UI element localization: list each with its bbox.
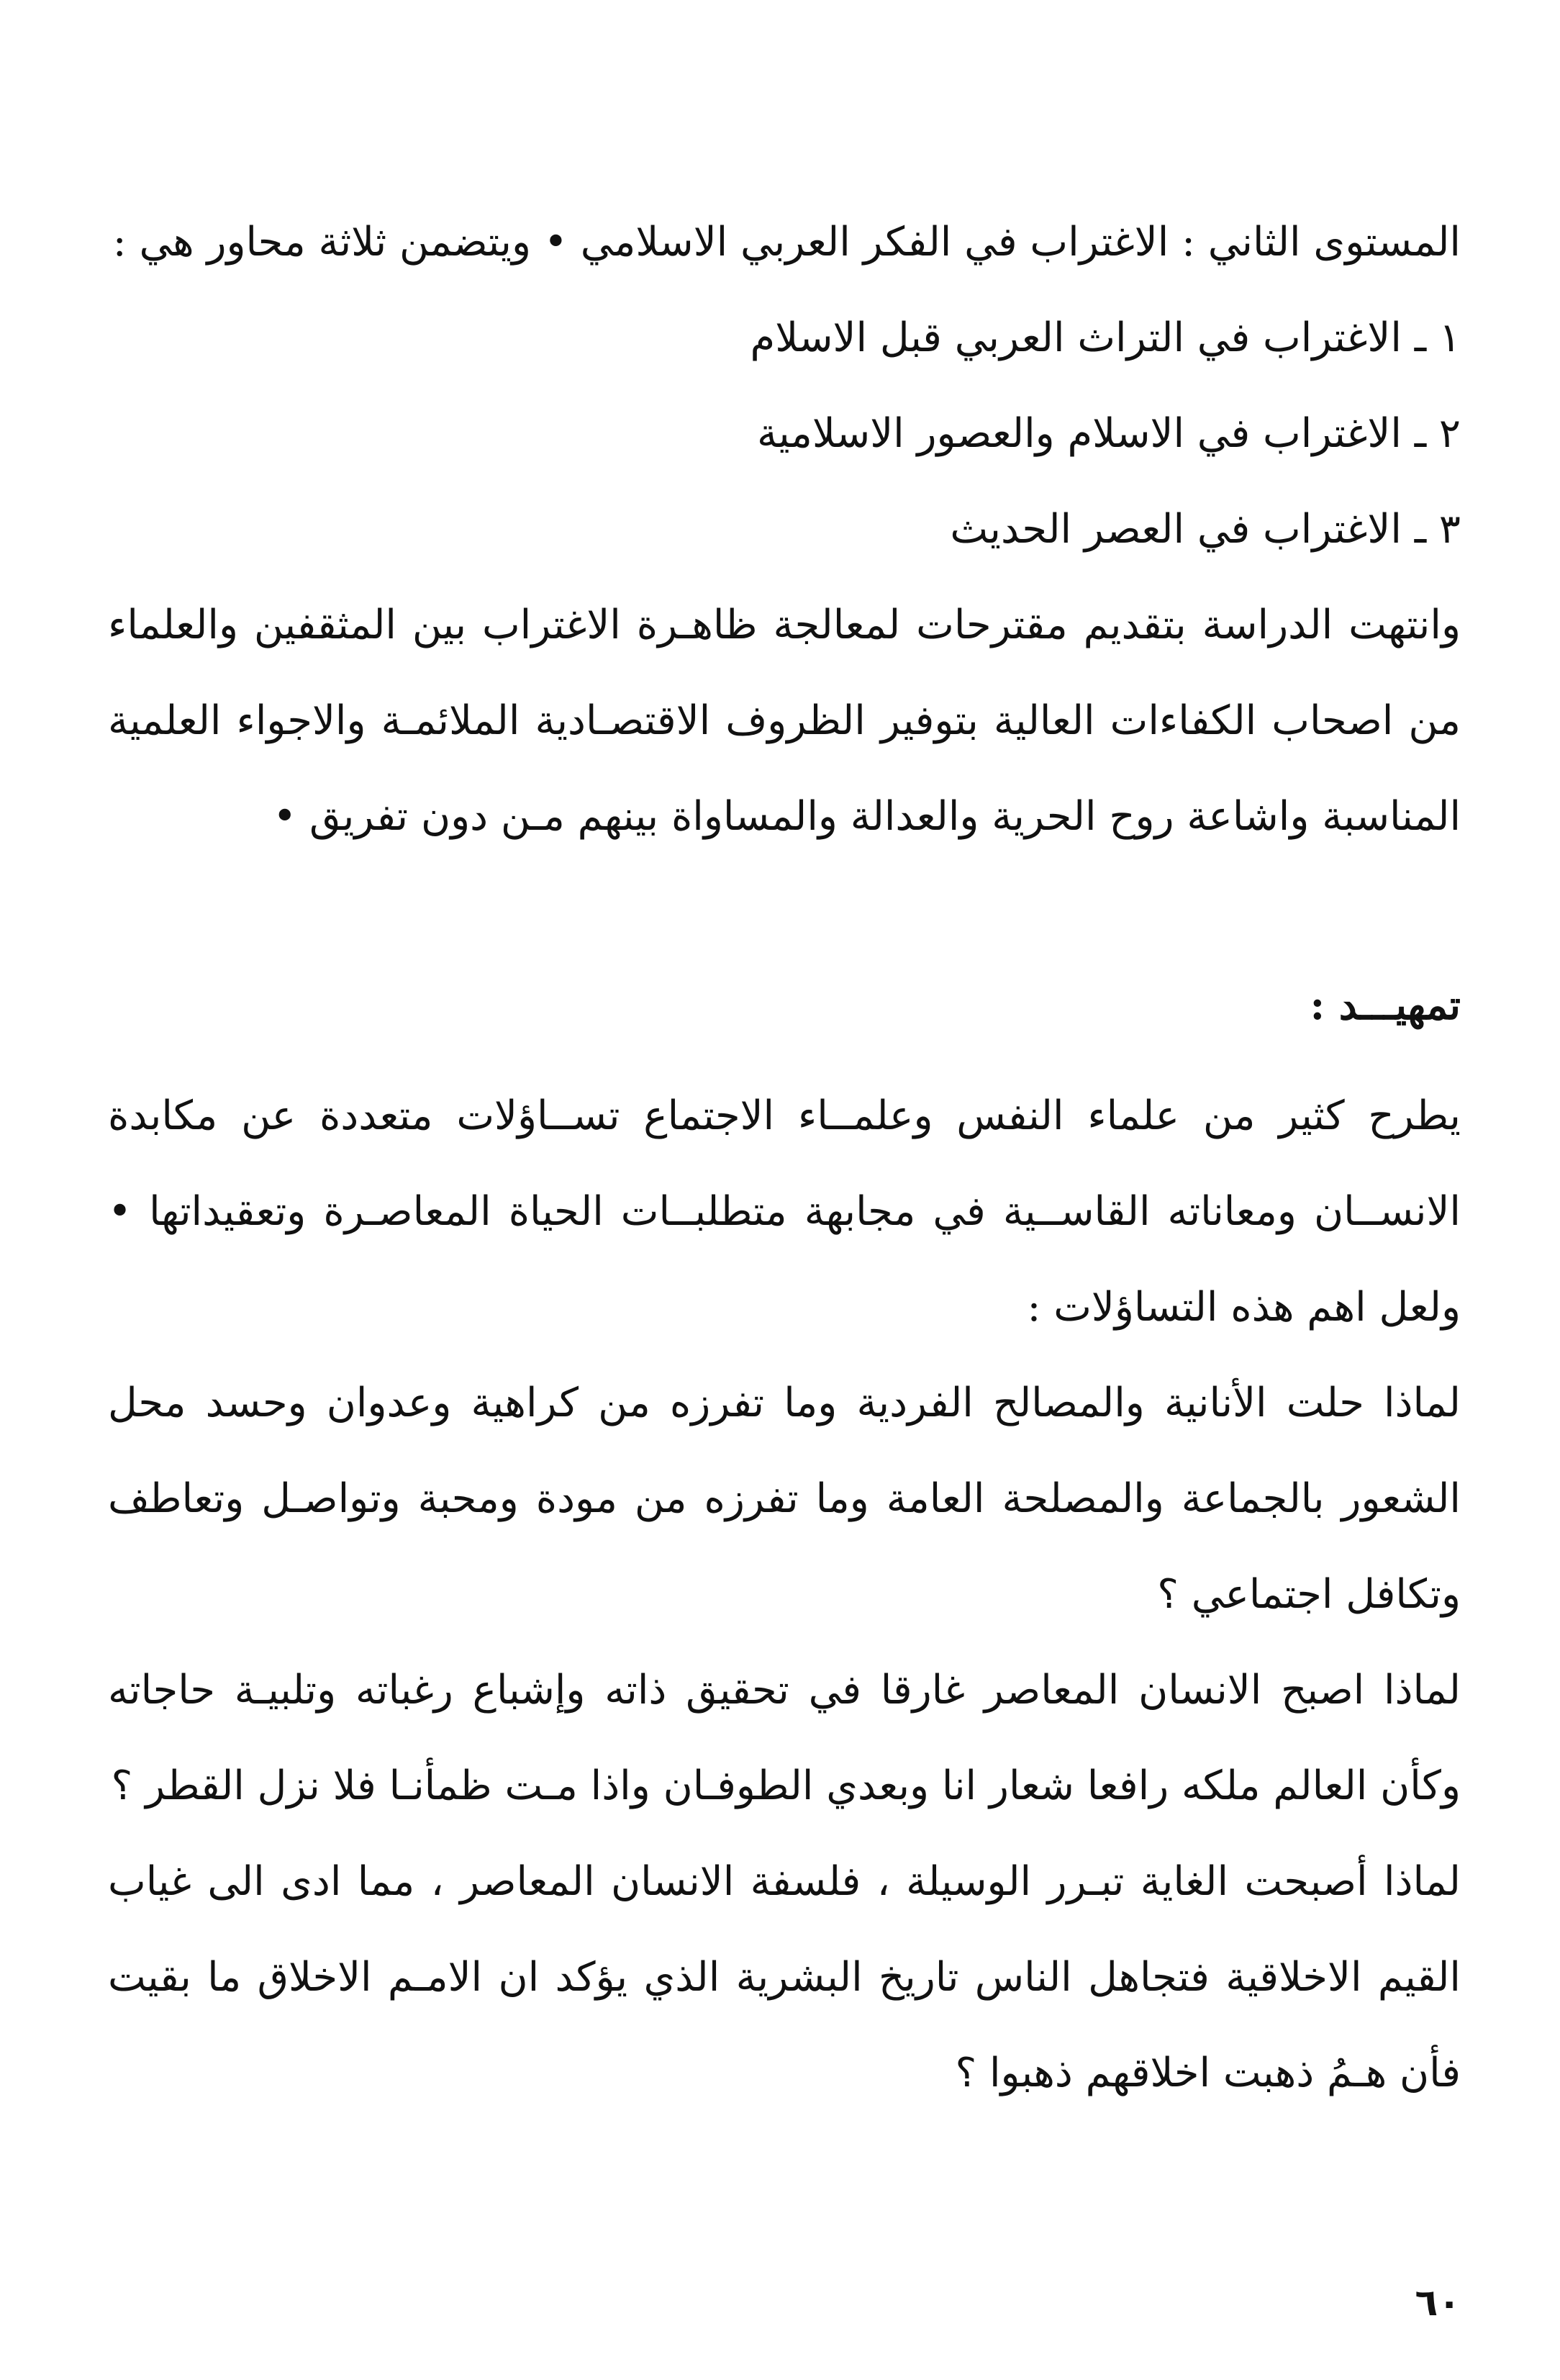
question-paragraph: لماذا حلت الأنانية والمصالح الفردية وما تفرزه من كراهية وعدوان وحسد محل الشعور بالجماعة والمصلحة العامة وما تفرزه من مودة ومحبة وتواصـل وتعاطف وتكافل اجتماعي ؟ [108, 1380, 1461, 1618]
question-paragraph: لماذا أصبحت الغاية تبـرر الوسيلة ، فلسفة الانسان المعاصر ، مما ادى الى غياب القيم الاخلاقية فتجاهل الناس تاريخ البشرية الذي يؤكد ان الامـم الاخلاق ما بقيت فأن هـمُ ذهبت اخلاقهم ذهبوا ؟ [108, 1858, 1461, 2096]
list-item: ١ ـ الاغتراب في التراث العربي قبل الاسلام [750, 315, 1461, 361]
study-conclusion: وانتهت الدراسة بتقديم مقترحات لمعالجة ظاهـرة الاغتراب بين المثقفين والعلماء من اصحاب الكفاءات العالية بتوفير الظروف الاقتصـادية الملائمـة والاجواء العلمية المناسبة واشاعة روح الحرية والعدالة والمساواة بينهم مـن دون تفريق • [108, 602, 1461, 840]
axes-list [108, 290, 1461, 577]
page-number: ٦٠ [1415, 2281, 1461, 2325]
document-page [108, 194, 1461, 2121]
list-item: ٣ ـ الاغتراب في العصر الحديث [950, 506, 1461, 553]
level-two-intro: المستوى الثاني : الاغتراب في الفكر العربي الاسلامي • ويتضمن ثلاثة محاور هي : [112, 219, 1461, 266]
preface-intro: يطرح كثير من علماء النفس وعلمــاء الاجتماع تســاؤلات متعددة عن مكابدة الانســان ومعاناته القاســية في مجابهة متطلبــات الحياة المعاصـرة وتعقيداتها • ولعل اهم هذه التساؤلات : [108, 1092, 1461, 1331]
section-heading: تمهيـــد : [1310, 982, 1461, 1029]
list-item: ٢ ـ الاغتراب في الاسلام والعصور الاسلامية [756, 410, 1461, 457]
question-paragraph: لماذا اصبح الانسان المعاصر غارقا في تحقيق ذاته وإشباع رغباته وتلبيـة حاجاته وكأن العالم ملكه رافعا شعار انا وبعدي الطوفـان واذا مـت ظمأنـا فلا نزل القطر ؟ [108, 1667, 1461, 1809]
